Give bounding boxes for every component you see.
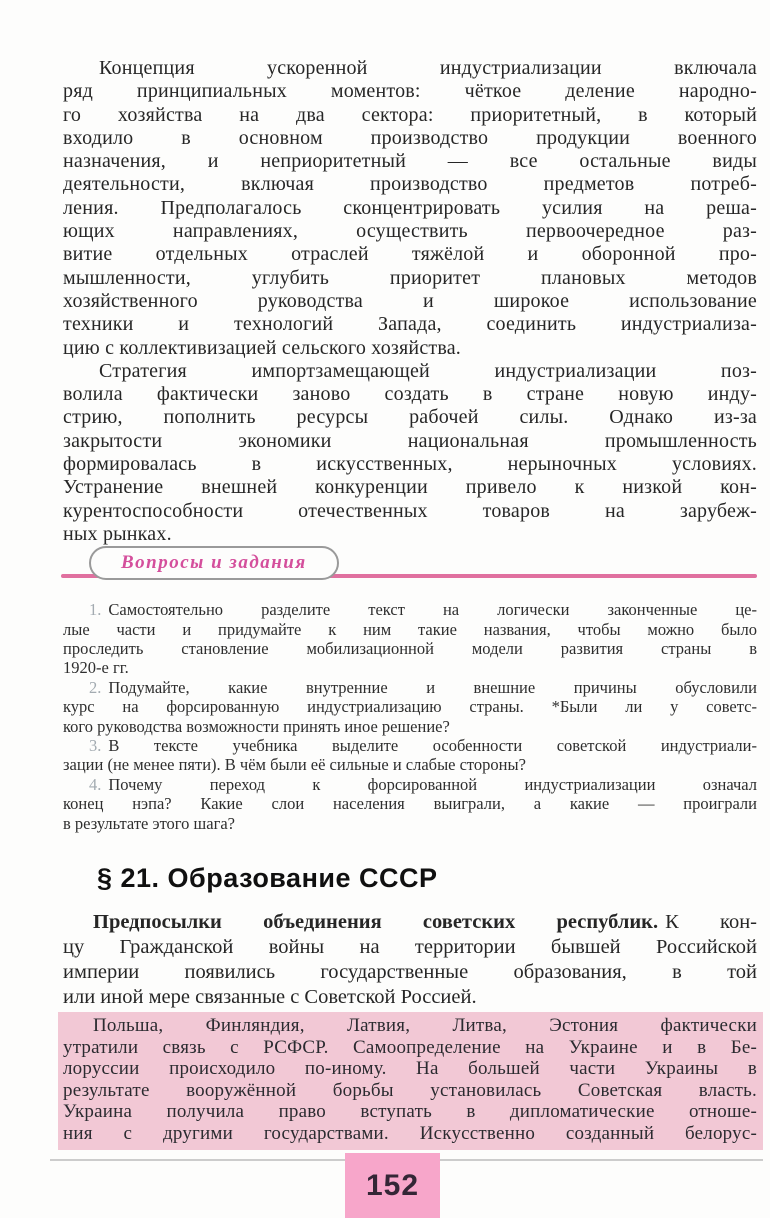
text-line: цу Гражданской войны на территории бывшей Российской — [63, 936, 757, 959]
highlighted-paragraph — [58, 1012, 763, 1150]
text-line: волила фактически заново создать в стране новую инду- — [63, 383, 757, 406]
text-line: 1920-е гг. — [63, 658, 129, 678]
question-continuation — [63, 755, 757, 774]
text-line: мышленности, углубить приоритет плановых методов — [63, 266, 757, 289]
question-item-2 — [63, 678, 757, 736]
section-intro-paragraph — [63, 910, 757, 1010]
text-line: Украина получила право вступать в дипломатические отноше- — [63, 1101, 757, 1123]
text-line: кого руководства возможности принять иное решение? — [63, 716, 450, 736]
intro-first-line-rest: К кон- — [665, 911, 758, 934]
text-line: ных рынках. — [63, 522, 172, 545]
question-number: 2. — [89, 677, 102, 697]
text-line: проследить становление мобилизационной модели развития страны в — [63, 639, 757, 659]
questions-capsule — [89, 546, 339, 580]
text-line: деятельности, включая производство предметов потреб- — [63, 173, 757, 196]
question-continuation — [63, 697, 757, 736]
page-number-box — [345, 1153, 440, 1218]
text-line: входило в основном производство продукции военного — [63, 126, 757, 149]
question-number: 3. — [89, 736, 102, 756]
text-line: цию с коллективизацией сельского хозяйства. — [63, 336, 462, 359]
text-line: результате вооружённой борьбы установилась Советская власть. — [63, 1079, 757, 1101]
questions-header — [63, 550, 757, 586]
text-line: ющих направлениях, осуществить первоочередное раз- — [63, 220, 757, 243]
question-first-line — [63, 736, 757, 755]
question-continuation — [63, 794, 757, 833]
text-line: ния с другими государствами. Искусственно созданный белорус- — [63, 1123, 757, 1145]
text-line: витие отдельных отраслей тяжёлой и оборонной про- — [63, 243, 757, 266]
questions-list — [63, 600, 757, 833]
text-line: Польша, Финляндия, Латвия, Литва, Эстония фактически — [93, 1015, 757, 1037]
page-number: 152 — [365, 1168, 420, 1202]
text-line: утратили связь с РСФСР. Самоопределение на Украине и в Бе- — [63, 1036, 757, 1058]
question-continuation — [63, 620, 757, 678]
text-line: Стратегия импортзамещающей индустриализации поз- — [99, 359, 757, 382]
text-line: курентоспособности отечественных товаров на зарубеж- — [63, 499, 757, 522]
question-number: 1. — [89, 600, 102, 620]
text-line: Концепция ускоренной индустриализации включала — [99, 57, 757, 79]
question-number: 4. — [89, 774, 102, 794]
text-line: или иной мере связанные с Советской Россией. — [63, 986, 477, 1009]
question-text: В тексте учебника выделите особенности советской индустриали- — [108, 736, 757, 756]
text-line: зации (не менее пяти). В чём были её сильные и слабые стороны? — [63, 755, 526, 775]
text-line: Устранение внешней конкуренции привело к низкой кон- — [63, 476, 757, 499]
intro-lead: Предпосылки объединения советских республик. — [93, 911, 659, 934]
text-line: техники и технологий Запада, соединить индустриализа- — [63, 313, 757, 336]
question-item-1 — [63, 600, 757, 678]
intro-continuation — [63, 935, 757, 1010]
question-text: Почему переход к форсированной индустриализации означал — [108, 774, 757, 794]
section-heading: § 21. Образование СССР — [97, 863, 438, 894]
text-line: ления. Предполагалось сконцентрировать усилия на реша- — [63, 196, 757, 219]
question-first-line — [63, 600, 757, 619]
intro-first-line — [63, 910, 757, 935]
paragraph-import-strategy — [63, 360, 757, 546]
text-line: конец нэпа? Какие слои населения выиграли, а какие — проиграли — [63, 794, 757, 814]
questions-title: Вопросы и задания — [121, 552, 307, 574]
text-line: го хозяйства на два сектора: приоритетный, в который — [63, 103, 757, 126]
text-line: курс на форсированную индустриализацию страны. *Были ли у советс- — [63, 697, 757, 717]
text-line: ряд принципиальных моментов: чёткое деление народно- — [63, 80, 757, 103]
question-item-3 — [63, 736, 757, 775]
page-content — [63, 57, 757, 1150]
text-line: стрию, пополнить ресурсы рабочей силы. Однако из-за — [63, 406, 757, 429]
question-text: Подумайте, какие внутренние и внешние причины обусловили — [108, 677, 757, 697]
text-line: формировалась в искусственных, нерыночных условиях. — [63, 453, 757, 476]
question-text: Самостоятельно разделите текст на логически законченные це- — [108, 600, 757, 620]
text-line: лоруссии происходило по-иному. На большей части Украины в — [63, 1058, 757, 1080]
text-line: назначения, и неприоритетный — все остальные виды — [63, 150, 757, 173]
text-line: лые части и придумайте к ним такие названия, чтобы можно было — [63, 619, 757, 639]
question-first-line — [63, 775, 757, 794]
question-first-line — [63, 678, 757, 697]
question-item-4 — [63, 775, 757, 833]
text-line: империи появились государственные образования, в той — [63, 961, 757, 984]
text-line: в результате этого шага? — [63, 813, 235, 833]
text-line: закрытости экономики национальная промышленность — [63, 429, 757, 452]
paragraph-concept — [63, 57, 757, 360]
text-line: хозяйственного руководства и широкое использование — [63, 289, 757, 312]
